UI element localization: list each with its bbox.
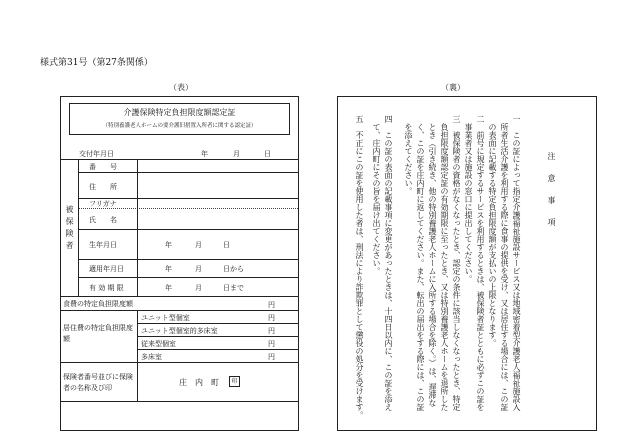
title-box [69,103,290,135]
birth-label: 生年月日 [89,241,117,249]
housing-yen-2: 円 [268,327,275,335]
note-line-8: とき（引き続き、他の特別養護老人ホームに入所する場合を除く。）は、遅滞な [428,115,437,407]
note-line-4: 二 前号に規定するサービスを利用するときは、被保険者証とともに必ずこの証を [476,115,485,411]
certificate-title: 介護保険特定負担限度額認定証 [123,108,236,117]
birth-month: 月 [195,241,202,249]
note-line-11: 四 この証の表面の記載事項に変更があったときは、十四日以内に、この証を添え [384,115,393,411]
expiry-year: 年 [165,284,172,292]
housing-yen-3: 円 [268,340,275,348]
name-label: 氏 名 [89,216,117,224]
furigana-label: フリガナ [89,200,117,208]
notes-title: 注 意 事 項 [547,152,556,229]
housing-yen-1: 円 [268,314,275,322]
food-limit-label: 食費の特定負担限度額 [63,300,133,308]
note-line-1: 一 この証によって指定介護福祉施設サービス又は地域密着型介護老人福祉施設入 [512,115,521,411]
housing-type-multi-bed: 多床室 [141,353,162,361]
expiry-month: 月 [195,284,202,292]
issue-date-month: 月 [233,150,240,158]
birth-day: 日 [223,241,230,249]
issue-date-label: 交付年月日 [79,150,114,158]
birth-year: 年 [165,241,172,249]
insured-label: 被保険者 [65,205,74,253]
issue-date-year: 年 [201,150,208,158]
insurer-label: 保険者番号並びに保険者の名称及び印 [63,373,133,392]
housing-type-unit-semi-private: ユニット型個室的多床室 [141,327,218,335]
note-line-12: て、庄内町にその旨を届け出てください。 [372,115,381,275]
food-yen: 円 [268,301,275,309]
note-line-3: の表面に記載する特定負担限度額が支払いの上限となります。 [488,115,497,347]
expiry-label: 有 効 期 限 [89,284,124,292]
back-label: （裏） [441,83,465,92]
form-number: 様式第31号（第27条関係） [40,58,153,68]
issue-date-day: 日 [264,150,271,158]
note-line-5: 事業者又は施設の窓口に提出してください。 [464,115,473,283]
housing-limit-label: 居住費の特定負担限度額 [63,324,133,343]
address-label: 住 所 [89,183,117,191]
number-label: 番 号 [89,163,117,171]
insurer-seal: 印 [229,376,240,387]
insurer-name: 庄 内 町 [179,378,219,387]
certificate-front [60,96,299,431]
note-line-6: 三 被保険者の資格がなくなったとき、認定の条件に該当しなくなったとき、特定 [452,115,461,411]
housing-yen-4: 円 [268,353,275,361]
housing-type-unit-private: ユニット型個室 [141,314,190,322]
note-line-13: 五 不正にこの証を使用した者は、刑法により詐欺罪として懲役の処分を受けます。 [355,115,364,419]
valid-from-year: 年 [165,265,172,273]
front-label: （表） [169,83,193,92]
note-line-10: を添えてください。 [404,115,413,195]
certificate-subtitle: （特別養護老人ホームの要介護旧措置入所者に関する認定証） [102,123,257,129]
note-line-9: く、この証を庄内町に返してください。また、転出の届出をする際には、この証 [416,115,425,411]
certificate-back [337,96,597,431]
valid-from-month: 月 [195,265,202,273]
note-line-2: 所者生活介護を利用する際に食事の提供を受け、又は居住する場合には、この証 [500,115,509,411]
expiry-day: 日まで [223,284,244,292]
valid-from-label: 適用年月日 [89,265,124,273]
note-line-7: 負担限度額認定証の有効期限に至ったとき、又は特別養護老人ホームを退所した [440,115,449,411]
valid-from-day: 日から [223,265,244,273]
housing-type-conventional-private: 従来型個室 [141,340,176,348]
